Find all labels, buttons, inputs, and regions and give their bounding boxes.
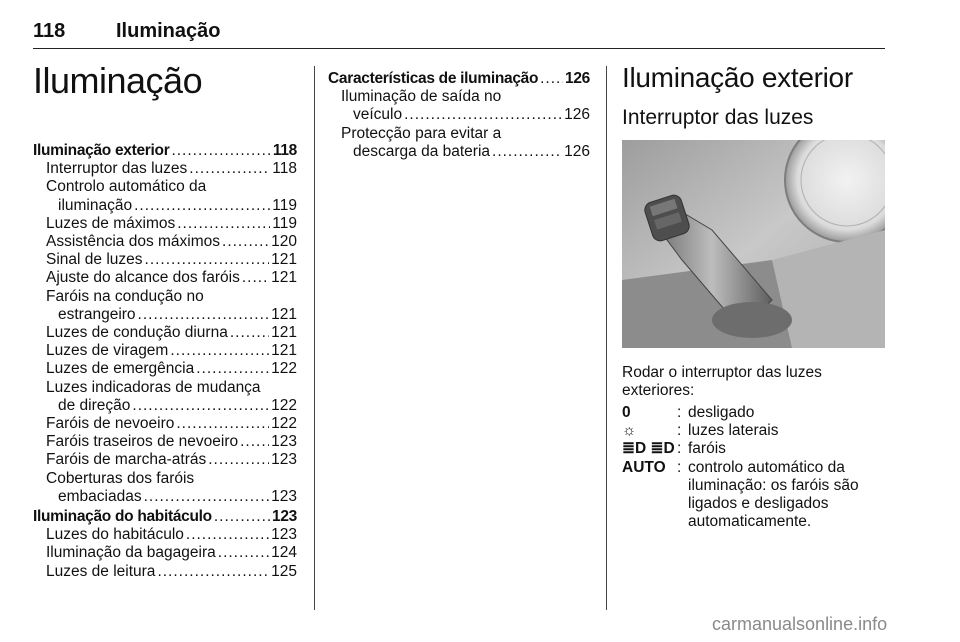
toc-leader-dots <box>132 397 269 415</box>
section-subheading: Interruptor das luzes <box>622 106 814 129</box>
toc-entry-text: Coberturas dos faróis <box>46 469 195 487</box>
toc-entry-title: Luzes de emergência <box>46 360 195 378</box>
toc-page-number: 119 <box>272 196 297 214</box>
toc-entry-title: de direção <box>58 396 131 414</box>
toc-entry-text: Controlo automático da <box>46 178 207 196</box>
toc-page-number: 126 <box>565 70 590 87</box>
toc-entry <box>33 324 297 342</box>
toc-entry-title: descarga da bateria <box>353 142 491 160</box>
toc-entry-title: veículo <box>353 106 403 124</box>
toc-entry-title: Sinal de luzes <box>46 251 143 269</box>
toc-entry <box>33 342 297 360</box>
watermark: carmanualsonline.info <box>712 614 888 634</box>
toc-entry-text: Protecção para evitar a <box>341 124 502 142</box>
toc-leader-dots <box>492 143 562 161</box>
toc-page-number: 123 <box>271 526 297 544</box>
toc-page-number: 122 <box>271 415 297 433</box>
toc-entry <box>33 306 297 324</box>
legend-item <box>622 440 888 458</box>
toc-page-number: 126 <box>564 106 590 124</box>
toc-entry-title: Luzes do habitáculo <box>46 526 184 544</box>
column-divider <box>606 66 607 610</box>
intro-text: Rodar o interruptor das luzes exteriores: <box>622 364 822 400</box>
toc-section-entry <box>328 70 590 88</box>
toc-entry <box>33 433 297 451</box>
toc-column-1 <box>33 142 297 581</box>
toc-entry <box>33 215 297 233</box>
toc-leader-dots <box>196 360 269 378</box>
toc-entry <box>33 488 297 506</box>
chapter-title: Iluminação <box>33 60 203 101</box>
toc-leader-dots <box>145 251 270 269</box>
toc-entry <box>33 269 297 287</box>
toc-leader-dots <box>171 142 270 160</box>
running-title: Iluminação <box>116 20 221 42</box>
toc-entry <box>33 544 297 562</box>
toc-leader-dots <box>222 233 269 251</box>
toc-leader-dots <box>208 451 269 469</box>
toc-page-number: 121 <box>271 305 297 323</box>
switch-description: faróis <box>688 440 726 458</box>
toc-section-entry <box>33 142 297 160</box>
toc-entry-title: Iluminação exterior <box>33 142 170 159</box>
legend-item <box>622 404 888 422</box>
toc-entry-title: estrangeiro <box>58 305 136 323</box>
page-number: 118 <box>33 20 66 42</box>
toc-page-number: 123 <box>271 451 297 469</box>
toc-entry-title: iluminação <box>58 196 133 214</box>
switch-description: controlo automático da iluminação: os faróis são ligados e desligados automaticamente. <box>688 458 859 531</box>
section-heading: Iluminação exterior <box>622 62 853 93</box>
toc-page-number: 124 <box>271 544 297 562</box>
switch-description: desligado <box>688 404 755 421</box>
switch-symbol: AUTO <box>622 458 666 476</box>
toc-entry <box>33 563 297 581</box>
legend-separator: : <box>677 458 682 476</box>
toc-page-number: 123 <box>272 508 297 526</box>
toc-entry-title: Faróis traseiros de nevoeiro <box>46 433 239 451</box>
toc-column-2 <box>328 70 590 161</box>
toc-page-number: 126 <box>564 142 590 160</box>
toc-leader-dots <box>177 215 270 233</box>
toc-entry-title: Iluminação da bagageira <box>46 544 216 562</box>
legend-separator: : <box>677 404 682 421</box>
toc-leader-dots <box>170 342 269 360</box>
toc-page-number: 121 <box>271 251 297 269</box>
switch-position-legend <box>622 404 888 531</box>
toc-leader-dots <box>540 70 563 88</box>
toc-leader-dots <box>157 563 269 581</box>
toc-page-number: 119 <box>272 214 297 232</box>
toc-entry <box>33 415 297 433</box>
toc-page-number: 125 <box>271 562 297 580</box>
toc-entry <box>328 143 590 161</box>
toc-entry-title: Luzes de condução diurna <box>46 324 228 342</box>
toc-entry-title: Características de iluminação <box>328 70 539 87</box>
switch-symbol: ≣D ≣D <box>622 440 675 458</box>
toc-page-number: 123 <box>271 487 297 505</box>
toc-page-number: 121 <box>271 269 297 287</box>
toc-entry-title: Iluminação do habitáculo <box>33 508 212 526</box>
toc-leader-dots <box>189 160 270 178</box>
toc-section-entry <box>33 508 297 526</box>
toc-page-number: 118 <box>272 142 297 159</box>
toc-entry-title: Faróis de marcha-atrás <box>46 451 207 469</box>
toc-page-number: 122 <box>271 360 297 378</box>
toc-leader-dots <box>230 324 269 342</box>
toc-entry <box>328 106 590 124</box>
toc-entry <box>33 526 297 544</box>
toc-entry <box>33 197 297 215</box>
toc-entry-title: Faróis de nevoeiro <box>46 415 175 433</box>
toc-leader-dots <box>214 508 270 526</box>
legend-separator: : <box>677 440 682 458</box>
toc-leader-dots <box>240 433 269 451</box>
toc-entry <box>33 160 297 178</box>
toc-leader-dots <box>176 415 269 433</box>
light-switch-photo <box>622 140 885 348</box>
legend-item <box>622 459 888 532</box>
toc-entry-text: Iluminação de saída no <box>341 88 502 106</box>
switch-symbol: 0 <box>622 404 631 421</box>
toc-entry <box>33 397 297 415</box>
toc-entry <box>33 251 297 269</box>
toc-page-number: 122 <box>271 396 297 414</box>
toc-entry-title: Luzes de máximos <box>46 214 176 232</box>
toc-entry-title: Assistência dos máximos <box>46 233 221 251</box>
toc-leader-dots <box>144 488 270 506</box>
toc-entry-text: Luzes indicadoras de mudança <box>46 378 261 396</box>
toc-page-number: 121 <box>271 324 297 342</box>
toc-leader-dots <box>186 526 269 544</box>
toc-page-number: 120 <box>271 233 297 251</box>
toc-leader-dots <box>138 306 270 324</box>
switch-symbol: ☼ <box>622 422 637 440</box>
toc-page-number: 121 <box>271 342 297 360</box>
toc-entry <box>33 360 297 378</box>
toc-entry-title: Ajuste do alcance dos faróis <box>46 269 240 287</box>
toc-leader-dots <box>242 269 269 287</box>
switch-description: luzes laterais <box>688 422 779 440</box>
toc-entry-text: Faróis na condução no <box>46 287 204 305</box>
header-rule <box>33 48 885 49</box>
toc-page-number: 123 <box>271 433 297 451</box>
toc-entry-title: embaciadas <box>58 487 142 505</box>
toc-page-number: 118 <box>272 160 297 178</box>
toc-leader-dots <box>404 106 562 124</box>
toc-leader-dots <box>134 197 270 215</box>
toc-entry-title: Luzes de viragem <box>46 342 169 360</box>
toc-entry-title: Luzes de leitura <box>46 562 156 580</box>
toc-entry <box>33 451 297 469</box>
legend-item <box>622 422 888 440</box>
legend-separator: : <box>677 422 682 440</box>
toc-entry-title: Interruptor das luzes <box>46 160 188 178</box>
toc-entry <box>33 233 297 251</box>
toc-leader-dots <box>218 544 269 562</box>
column-divider <box>314 66 315 610</box>
